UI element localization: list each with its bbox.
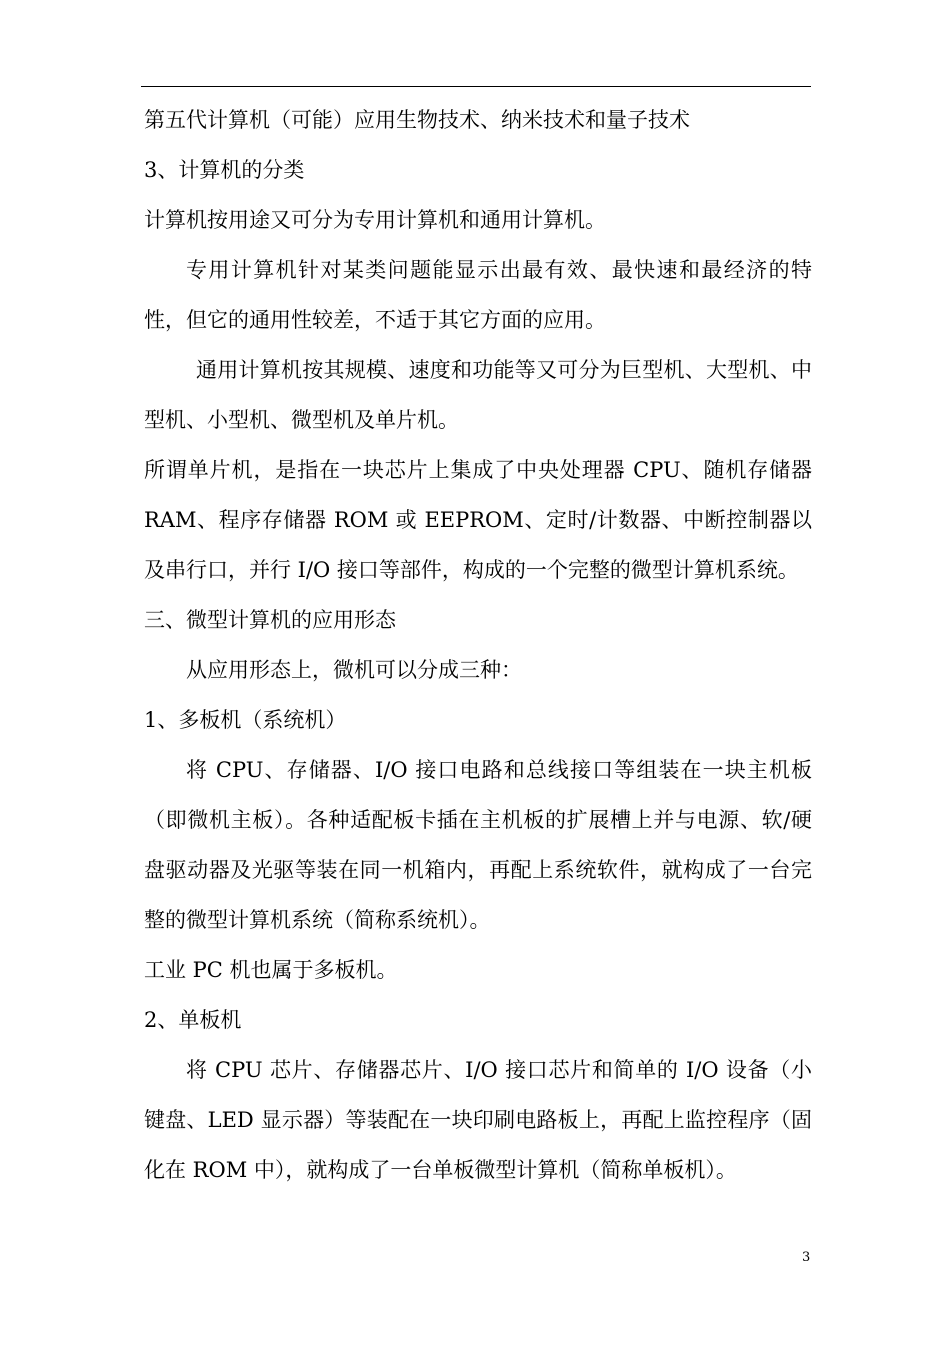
paragraph-single-board: 将 CPU 芯片、存储器芯片、I/O 接口芯片和简单的 I/O 设备（小键盘、LED 显示器）等装配在一块印刷电路板上，再配上监控程序（固化在 ROM 中），就构成了一台单板微型计算机（简称单板机）。: [144, 1058, 812, 1182]
paragraph-single-chip: 所谓单片机，是指在一块芯片上集成了中央处理器 CPU、随机存储器 RAM、程序存储器 ROM 或 EEPROM、定时/计数器、中断控制器以及串行口，并行 I/O 接口等部件，构成的一个完整的微型计算机系统。: [144, 458, 812, 582]
paragraph-multi-board: 将 CPU、存储器、I/O 接口电路和总线接口等组装在一块主机板（即微机主板）。各种适配板卡插在主机板的扩展槽上并与电源、软/硬盘驱动器及光驱等装在同一机箱内，再配上系统软件，就构成了一台完整的微型计算机系统（简称系统机）。: [144, 758, 812, 932]
heading-computer-classification: 3、计算机的分类: [144, 158, 305, 182]
header-rule: [141, 86, 811, 87]
paragraph-three-forms: 从应用形态上，微机可以分成三种：: [186, 658, 522, 682]
paragraph-classification-by-use: 计算机按用途又可分为专用计算机和通用计算机。: [144, 208, 606, 232]
heading-multi-board: 1、多板机（系统机）: [144, 708, 347, 732]
paragraph-fifth-generation: 第五代计算机（可能）应用生物技术、纳米技术和量子技术: [144, 108, 690, 132]
heading-microcomputer-forms: 三、微型计算机的应用形态: [144, 608, 396, 632]
paragraph-general-purpose: 通用计算机按其规模、速度和功能等又可分为巨型机、大型机、中型机、小型机、微型机及单片机。: [144, 358, 812, 432]
paragraph-industrial-pc: 工业 PC 机也属于多板机。: [144, 958, 398, 982]
paragraph-special-purpose: 专用计算机针对某类问题能显示出最有效、最快速和最经济的特性，但它的通用性较差，不适于其它方面的应用。: [144, 258, 812, 332]
page-number: 3: [802, 1250, 811, 1265]
document-body: [144, 95, 812, 1195]
heading-single-board: 2、单板机: [144, 1008, 242, 1032]
